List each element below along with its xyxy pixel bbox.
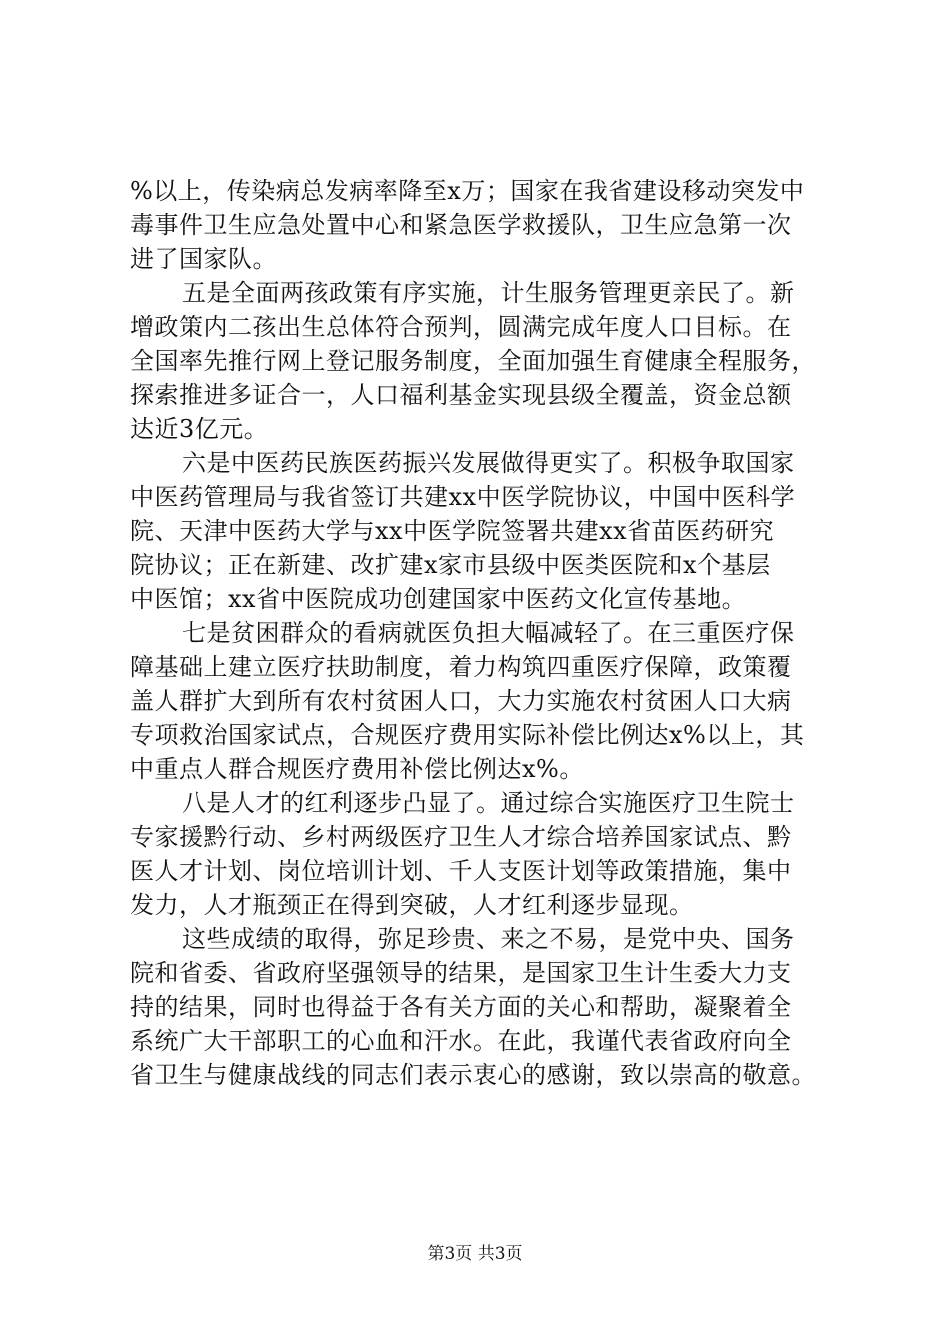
document-body	[130, 174, 850, 1092]
text-line: 系统广大干部职工的心血和汗水。在此，我谨代表省政府向全	[130, 1027, 792, 1055]
text-line: 省卫生与健康战线的同志们表示衷心的感谢，致以崇高的敬意。	[130, 1061, 816, 1089]
text-line: 全国率先推行网上登记服务制度，全面加强生育健康全程服务，	[130, 347, 816, 375]
text-line: 中重点人群合规医疗费用补偿比例达x%。	[130, 755, 584, 783]
text-line: 探索推进多证合一，人口福利基金实现县级全覆盖，资金总额	[130, 381, 792, 409]
text-line: 增政策内二孩出生总体符合预判，圆满完成年度人口目标。在	[130, 313, 792, 341]
text-line: 毒事件卫生应急处置中心和紧急医学救援队，卫生应急第一次	[130, 211, 792, 239]
paragraph-first-line: 六是中医药民族医药振兴发展做得更实了。积极争取国家	[182, 449, 795, 477]
text-line: 障基础上建立医疗扶助制度，着力构筑四重医疗保障，政策覆	[130, 653, 792, 681]
text-line: 专家援黔行动、乡村两级医疗卫生人才综合培养国家试点、黔	[130, 823, 792, 851]
page-number-label: 第3页 共3页	[427, 1244, 523, 1264]
text-line: %以上，传染病总发病率降至x万；国家在我省建设移动突发中	[130, 177, 805, 205]
page-footer	[0, 1242, 950, 1266]
text-line: 发力，人才瓶颈正在得到突破，人才红利逐步显现。	[130, 891, 694, 919]
text-line: 中医药管理局与我省签订共建xx中医学院协议，中国中医科学	[130, 483, 796, 511]
text-line: 院和省委、省政府坚强领导的结果，是国家卫生计生委大力支	[130, 959, 792, 987]
text-line: 院协议；正在新建、改扩建x家市县级中医类医院和x个基层	[130, 551, 771, 579]
text-line: 进了国家队。	[130, 245, 277, 273]
text-line: 医人才计划、岗位培训计划、千人支医计划等政策措施，集中	[130, 857, 792, 885]
text-line: 持的结果，同时也得益于各有关方面的关心和帮助，凝聚着全	[130, 993, 792, 1021]
paragraph-first-line: 这些成绩的取得，弥足珍贵、来之不易，是党中央、国务	[182, 925, 795, 953]
paragraph-first-line: 八是人才的红利逐步凸显了。通过综合实施医疗卫生院士	[182, 789, 795, 817]
text-line: 达近3亿元。	[130, 415, 269, 443]
text-line: 专项救治国家试点，合规医疗费用实际补偿比例达x%以上，其	[130, 721, 805, 749]
paragraph-first-line: 五是全面两孩政策有序实施，计生服务管理更亲民了。新	[182, 279, 795, 307]
paragraph-first-line: 七是贫困群众的看病就医负担大幅减轻了。在三重医疗保	[182, 619, 795, 647]
text-line: 院、天津中医药大学与xx中医学院签署共建xx省苗医药研究	[130, 517, 775, 545]
text-line: 盖人群扩大到所有农村贫困人口，大力实施农村贫困人口大病	[130, 687, 792, 715]
text-line: 中医馆；xx省中医院成功创建国家中医药文化宣传基地。	[130, 585, 747, 613]
